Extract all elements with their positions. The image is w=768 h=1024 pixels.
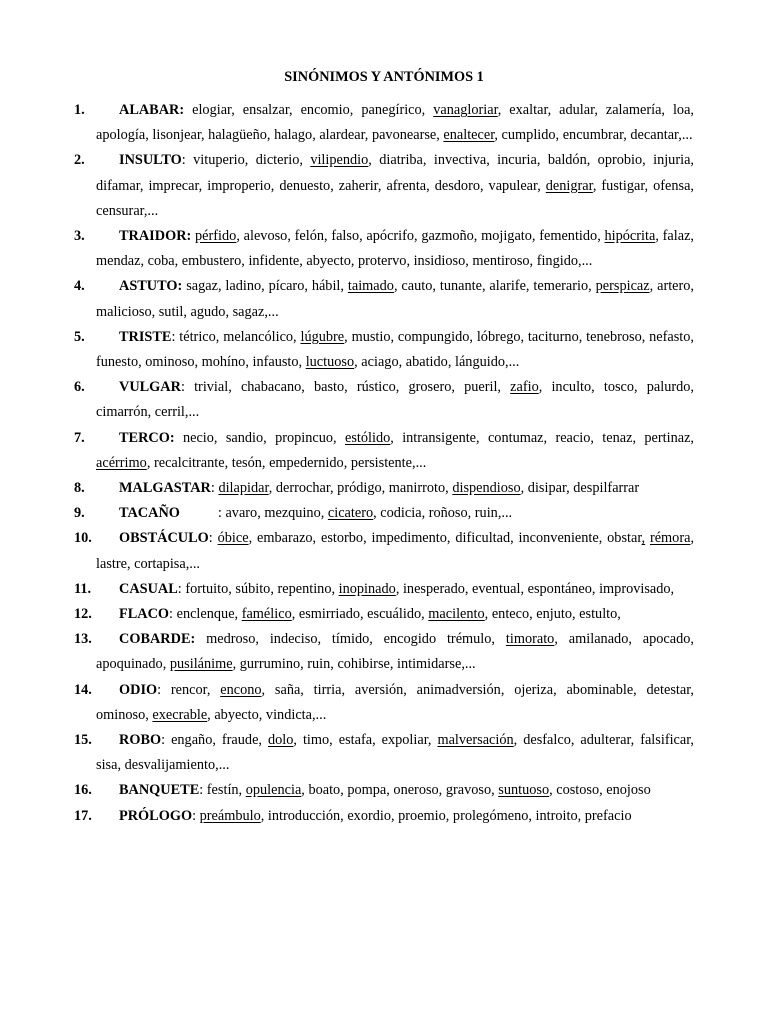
headword: TERCO: [119, 429, 175, 446]
list-item-text [96, 778, 694, 803]
list-item [0, 526, 768, 576]
synonym-text: , disipar, despilfarrar [520, 480, 640, 497]
synonym-text: , inculto, tosco, palurdo, cimarrón, cerril,... [96, 379, 695, 421]
list-item-number: 12. [74, 606, 92, 623]
synonym-text: , aciago, abatido, lánguido,... [354, 354, 520, 371]
underlined-word: acérrimo [96, 454, 147, 471]
underlined-word: inopinado [338, 580, 396, 597]
synonym-text: , intransigente, contumaz, reacio, tenaz, pertinaz, [390, 429, 694, 446]
list-item [0, 602, 768, 627]
document-title: SINÓNIMOS Y ANTÓNIMOS 1 [284, 69, 484, 85]
synonym-text: , gurrumino, ruin, cohibirse, intimidarse,... [232, 656, 476, 673]
list-item-number: 2. [74, 152, 85, 169]
synonym-text: : enclenque, [169, 606, 242, 623]
list-item-number: 10. [74, 530, 92, 547]
list-item [0, 375, 768, 425]
synonym-text: , abyecto, vindicta,... [207, 706, 327, 723]
synonym-text: : [210, 480, 219, 497]
list-item [0, 426, 768, 476]
synonym-text: , recalcitrante, tesón, empedernido, persistente,... [146, 454, 427, 471]
underlined-word: óbice [217, 530, 249, 547]
list-item-text [96, 224, 694, 274]
underlined-word: macilento [428, 606, 485, 623]
list-item [0, 224, 768, 274]
list-item-text [96, 148, 694, 224]
list-item-number: 9. [74, 505, 85, 522]
synonym-list [0, 98, 768, 829]
list-item-number: 15. [74, 732, 92, 749]
underlined-word: dispendioso [452, 480, 521, 497]
synonym-text: , mustio, compungido, lóbrego, taciturno, tenebroso, nefasto, funesto, ominoso, mohíno, infausto, [96, 328, 694, 371]
headword: BANQUETE [119, 782, 200, 799]
synonym-text: necio, sandio, propincuo, [174, 429, 345, 446]
synonym-text: , amilanado, apocado, apoquinado, [96, 631, 694, 673]
synonym-text: : trivial, chabacano, basto, rústico, grosero, pueril, [180, 379, 511, 396]
list-item-text [96, 526, 694, 576]
underlined-word: vilipendio [310, 152, 369, 169]
synonym-text: , inesperado, eventual, espontáneo, improvisado, [395, 580, 675, 597]
synonym-text: , costoso, enojoso [549, 782, 651, 799]
list-item-text [96, 325, 694, 375]
synonym-text: : tétrico, melancólico, [171, 328, 301, 345]
underlined-word: hipócrita [604, 228, 656, 245]
headword: OBSTÁCULO [119, 530, 209, 547]
underlined-word: pusilánime [169, 656, 233, 673]
list-item-number: 5. [74, 328, 85, 345]
list-item-text [96, 678, 694, 728]
list-item-number: 8. [74, 480, 85, 497]
list-item-text [96, 501, 694, 526]
list-item-number: 4. [74, 278, 85, 295]
headword: TACAÑO [119, 505, 180, 522]
list-item-number: 3. [74, 228, 85, 245]
synonym-text: : rencor, [157, 681, 221, 698]
list-item [0, 476, 768, 501]
underlined-word: estólido [344, 429, 391, 446]
synonym-text: , diatriba, invectiva, incuria, baldón, oprobio, injuria, difamar, imprecar, improperio, denuesto, zaherir, afrenta, desdoro, vapulear, [96, 152, 694, 194]
headword: ROBO [119, 732, 162, 749]
list-item-number: 17. [74, 807, 92, 824]
synonym-text: : avaro, mezquino, [217, 505, 328, 522]
synonym-text: sagaz, ladino, pícaro, hábil, [182, 278, 348, 295]
underlined-word: suntuoso [498, 782, 550, 799]
underlined-word: opulencia [245, 782, 302, 799]
underlined-word: preámbulo [199, 807, 261, 824]
synonym-text: : fortuito, súbito, repentino, [177, 580, 339, 597]
underlined-word: famélico [241, 606, 292, 623]
synonym-text: , codicia, roñoso, ruin,... [373, 505, 513, 522]
list-item-text [96, 274, 694, 324]
list-item [0, 98, 768, 148]
synonym-text: , esmirriado, escuálido, [291, 606, 429, 623]
synonym-text: , saña, tirria, aversión, animadversión, ojeriza, abominable, detestar, ominoso, [96, 681, 694, 723]
list-item-number: 14. [74, 681, 92, 698]
headword: INSULTO [119, 152, 182, 169]
underlined-word: luctuoso [305, 354, 355, 371]
underlined-word: perspicaz [595, 278, 650, 295]
synonym-text: : [208, 530, 218, 547]
synonym-text: : engaño, fraude, [161, 732, 268, 749]
list-item-text [96, 375, 694, 425]
list-item-number: 7. [74, 429, 85, 446]
underlined-word: denigrar [545, 177, 593, 194]
headword: TRISTE [119, 328, 172, 345]
synonym-text: , cauto, tunante, alarife, temerario, [393, 278, 596, 295]
list-item-number: 16. [74, 782, 92, 799]
underlined-word: enaltecer [443, 127, 495, 144]
list-item [0, 804, 768, 829]
list-item [0, 325, 768, 375]
underlined-word: taimado [347, 278, 394, 295]
list-item-text [96, 627, 694, 677]
headword: ASTUTO: [119, 278, 183, 295]
synonym-text: : vituperio, dicterio, [181, 152, 311, 169]
underlined-word: malversación [437, 732, 514, 749]
headword: ODIO [119, 681, 158, 698]
list-item-text [96, 476, 694, 501]
underlined-word: , [641, 530, 646, 547]
headword: MALGASTAR [119, 480, 211, 497]
synonym-text: , desfalco, adulterar, falsificar, sisa, desvalijamiento,... [96, 732, 695, 774]
headword: COBARDE: [119, 631, 196, 648]
list-item [0, 778, 768, 803]
synonym-text: , boato, pompa, oneroso, gravoso, [301, 782, 499, 799]
synonym-text: , enteco, enjuto, estulto, [484, 606, 621, 623]
list-item-text [96, 804, 694, 829]
list-item-text [96, 602, 694, 627]
list-item-text [96, 728, 694, 778]
underlined-word: execrable [152, 706, 208, 723]
synonym-text: , alevoso, felón, falso, apócrifo, gazmoño, mojigato, fementido, [236, 228, 605, 245]
list-item-text [96, 98, 694, 148]
synonym-text: medroso, indeciso, tímido, encogido trémulo, [195, 631, 506, 648]
list-item [0, 148, 768, 224]
synonym-text: , exaltar, adular, zalamería, loa, apología, lisonjear, halagüeño, halago, alardear, pavonearse, [96, 102, 694, 144]
underlined-word: rémora [649, 530, 691, 547]
synonym-text: , derrochar, pródigo, manirroto, [268, 480, 453, 497]
underlined-word: zafio [510, 379, 539, 396]
headword: VULGAR [119, 379, 181, 396]
underlined-word: lúgubre [300, 328, 345, 345]
list-item-number: 11. [74, 580, 92, 597]
underlined-word: cicatero [327, 505, 374, 522]
synonym-text: : festín, [199, 782, 246, 799]
synonym-text: elogiar, ensalzar, encomio, panegírico, [184, 102, 434, 118]
synonym-text: , artero, malicioso, sutil, agudo, sagaz,... [96, 278, 695, 320]
underlined-word: vanagloriar [433, 102, 498, 118]
underlined-word: timorato [505, 631, 555, 648]
list-item [0, 627, 768, 677]
headword: FLACO [119, 606, 170, 623]
headword: CASUAL [119, 580, 178, 597]
underlined-word: dilapidar [218, 480, 269, 497]
headword: ALABAR: [119, 102, 185, 118]
headword: PRÓLOGO [119, 807, 193, 824]
list-item [0, 728, 768, 778]
synonym-text: , fustigar, ofensa, censurar,... [96, 177, 694, 219]
underlined-word: encono [220, 681, 262, 698]
list-item-number: 1. [74, 102, 85, 118]
list-item [0, 577, 768, 602]
list-item-number: 6. [74, 379, 85, 396]
list-item-number: 13. [74, 631, 92, 648]
list-item [0, 501, 768, 526]
synonym-text: , falaz, mendaz, coba, embustero, infidente, abyecto, protervo, insidioso, mentiroso, fingido,... [96, 228, 695, 270]
underlined-word: pérfido [195, 228, 237, 245]
list-item-text [96, 577, 694, 602]
synonym-text: , lastre, cortapisa,... [96, 530, 695, 572]
synonym-text: , introducción, exordio, proemio, prolegómeno, introito, prefacio [260, 807, 632, 824]
headword: TRAIDOR: [119, 228, 192, 245]
list-item [0, 274, 768, 324]
synonym-text: , timo, estafa, expoliar, [293, 732, 438, 749]
synonym-text: , embarazo, estorbo, impedimento, dificultad, inconveniente, obstar [248, 530, 642, 547]
list-item [0, 678, 768, 728]
synonym-text: , cumplido, encumbrar, decantar,... [494, 127, 693, 144]
underlined-word: dolo [267, 732, 294, 749]
synonym-text: : [192, 807, 200, 824]
list-item-text [96, 426, 694, 476]
